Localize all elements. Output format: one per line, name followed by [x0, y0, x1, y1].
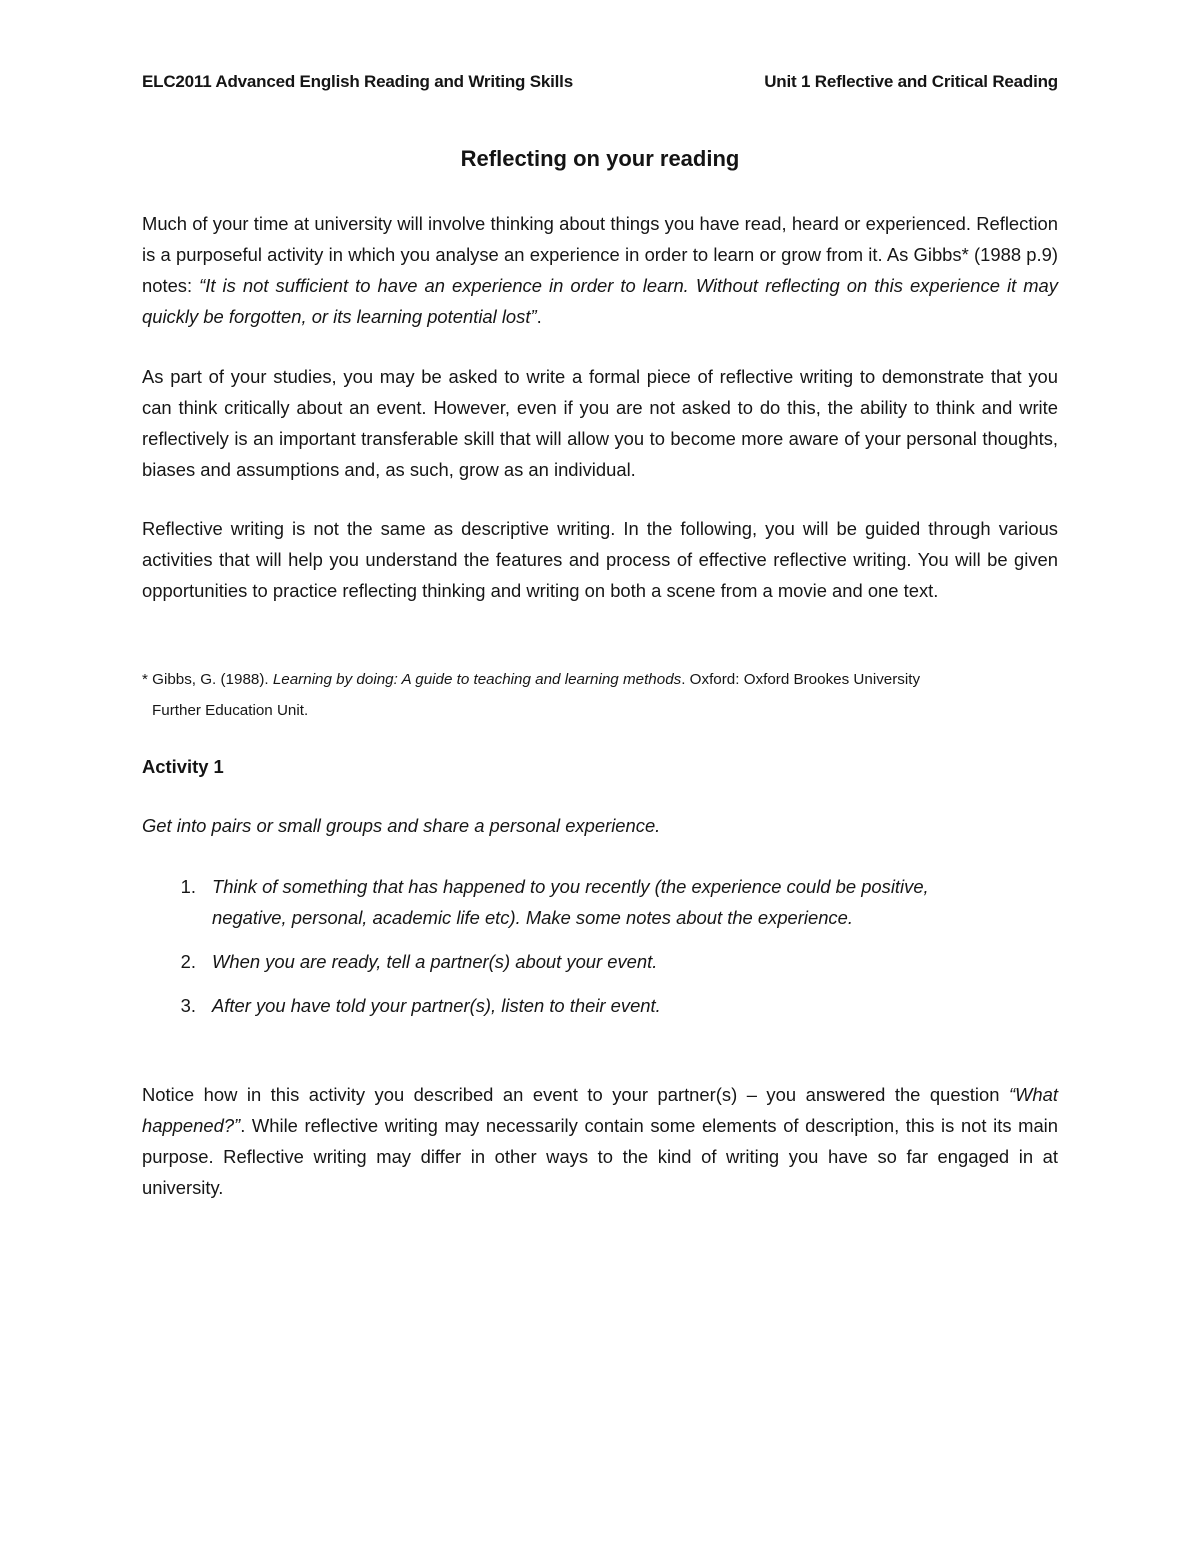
activity-heading: Activity 1	[142, 756, 224, 777]
notice-text: Notice how in this activity you described an event to your partner(s) – you answered the question	[142, 1084, 1009, 1105]
step-text: When you are ready, tell a partner(s) about your event.	[212, 951, 658, 972]
reflective-writing-text: Reflective writing is not the same as descriptive writing. In the following, you will be guided through various activities that will help you understand the features and process of effective reflective writing. You will be given opportunities to practice reflecting thinking and writing on both a scene from a movie and one text.	[142, 518, 1058, 601]
activity-steps-list	[142, 871, 1058, 1034]
step-text: After you have told your partner(s), listen to their event.	[212, 995, 661, 1016]
step-number: 1.	[180, 876, 196, 897]
intro-paragraph	[142, 208, 1058, 332]
notice-paragraph	[142, 1079, 1058, 1203]
step-text: Think of something that has happened to you recently (the experience could be positive, negative, personal, academic life etc). Make some notes about the experience.	[212, 876, 929, 928]
studies-paragraph	[142, 361, 1058, 485]
list-item	[142, 871, 1058, 933]
studies-text: As part of your studies, you may be asked to write a formal piece of reflective writing to demonstrate that you can think critically about an event. However, even if you are not asked to do this, the ability to think and write reflectively is an important transferable skill that will allow you to become more aware of your personal thoughts, biases and assumptions and, as such, grow as an individual.	[142, 366, 1058, 480]
list-item	[142, 946, 1058, 977]
activity-intro: Get into pairs or small groups and share a personal experience.	[142, 815, 661, 836]
page-title: Reflecting on your reading	[460, 146, 740, 171]
intro-text: Much of your time at university will involve thinking about things you have read, heard or experienced. Reflection is a purposeful activity in which you analyse an experience in order to learn or grow from it. As Gibbs* (1988 p.9) notes:	[142, 213, 1058, 296]
header-course-title: ELC2011 Advanced English Reading and Writing Skills	[142, 72, 573, 91]
gibbs-quote: “It is not sufficient to have an experience in order to learn. Without reflecting on this experience it may quickly be forgotten, or its learning potential lost”	[142, 275, 1058, 327]
list-item	[142, 990, 1058, 1021]
citation	[142, 664, 1058, 726]
citation-line-2: Further Education Unit.	[152, 702, 309, 719]
page-header	[142, 72, 1058, 98]
header-unit-title: Unit 1 Reflective and Critical Reading	[764, 72, 1058, 91]
step-number: 2.	[180, 951, 196, 972]
citation-prefix: * Gibbs, G. (1988).	[142, 671, 273, 688]
step-number: 3.	[180, 995, 196, 1016]
citation-publisher: . Oxford: Oxford Brookes University	[681, 671, 921, 688]
what-happened-quote: “What happened?”	[142, 1084, 1058, 1136]
reflective-writing-paragraph	[142, 513, 1058, 606]
notice-text-end: . While reflective writing may necessarily contain some elements of description, this is not its main purpose. Reflective writing may differ in other ways to the kind of writing you have so far engaged in at university.	[142, 1115, 1058, 1198]
intro-text-end: .	[536, 306, 542, 327]
citation-book-title: Learning by doing: A guide to teaching and learning methods	[272, 671, 682, 688]
